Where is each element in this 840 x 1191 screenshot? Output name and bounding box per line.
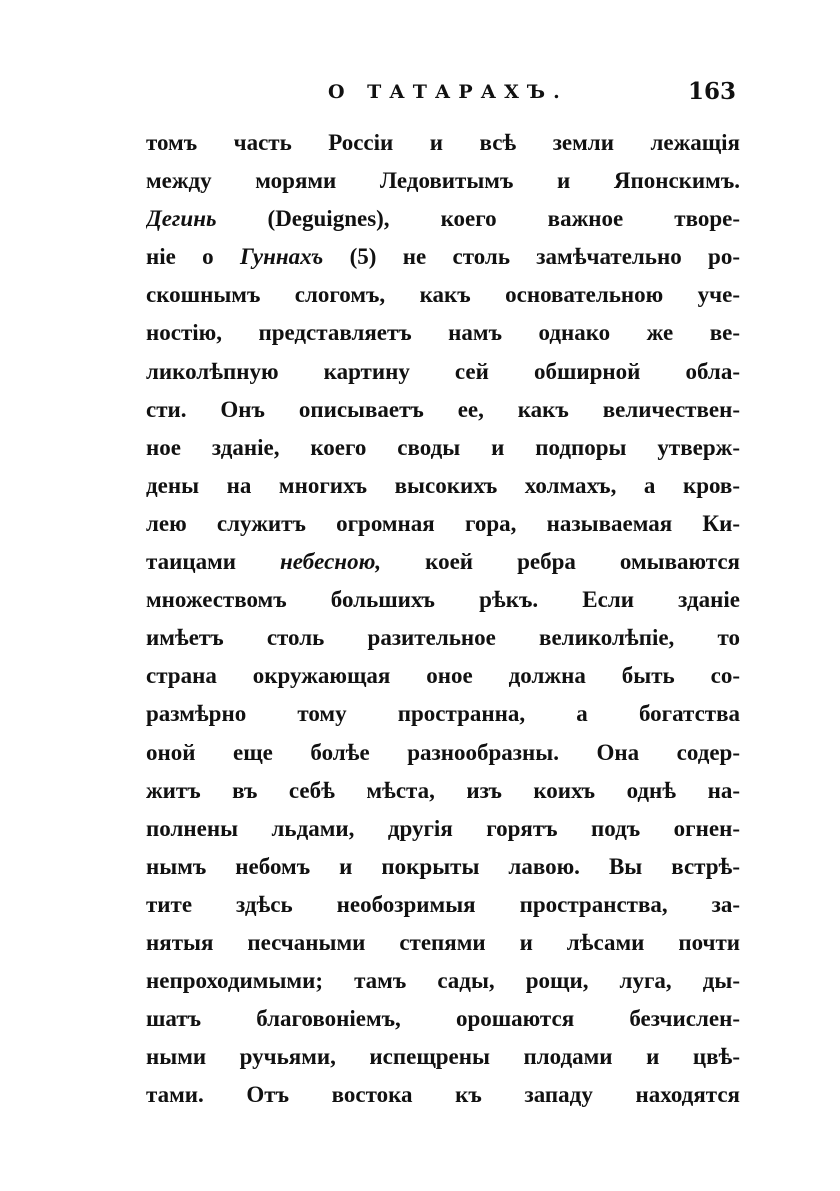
text-run: нымъ небомъ и покрыты лавою. Вы встрѣ- <box>146 853 740 879</box>
text-line <box>146 124 740 162</box>
text-line <box>146 391 740 429</box>
text-run: оной еще болѣе разнообразны. Она содер- <box>146 739 740 765</box>
text-run: томъ часть Россіи и всѣ земли лежащія <box>146 130 740 155</box>
text-line <box>146 1038 740 1076</box>
italic-text-run: Гуннахъ <box>240 244 324 270</box>
text-line <box>146 314 740 352</box>
text-run: лею служитъ огромная гора, называемая Ки- <box>146 510 740 536</box>
text-run: скошнымъ слогомъ, какъ основательною уче- <box>146 282 740 308</box>
text-line <box>146 200 740 238</box>
text-line <box>146 734 740 772</box>
text-line <box>146 848 740 886</box>
text-run: размѣрно тому пространна, а богатства <box>146 701 740 727</box>
text-run: шатъ благовоніемъ, орошаются безчислен- <box>146 1006 740 1032</box>
text-line <box>146 353 740 391</box>
text-run: множествомъ большихъ рѣкъ. Если зданіе <box>146 587 740 613</box>
text-run: нятыя песчаными степями и лѣсами почти <box>146 929 740 955</box>
text-line <box>146 276 740 314</box>
text-run: житъ въ себѣ мѣста, изъ коихъ однѣ на- <box>146 777 740 803</box>
text-run: ностію, представляетъ намъ однако же ве- <box>146 320 740 346</box>
text-line <box>146 962 740 1000</box>
text-run: ное зданіе, коего своды и подпоры утверж- <box>146 434 740 460</box>
text-line <box>146 924 740 962</box>
text-run: ніе о <box>146 244 241 270</box>
text-run: коей ребра омываются <box>381 549 740 575</box>
text-line <box>146 543 740 581</box>
text-run: тами. Отъ востока къ западу находятся <box>146 1082 740 1108</box>
text-line <box>146 1000 740 1038</box>
text-line <box>146 429 740 467</box>
italic-text-run: Дегинь <box>146 206 217 232</box>
text-line <box>146 581 740 619</box>
text-run: между морями Ледовитымъ и Японскимъ. <box>146 168 740 194</box>
running-head <box>150 74 740 110</box>
text-line <box>146 772 740 810</box>
text-run: дены на многихъ высокихъ холмахъ, а кров- <box>146 472 740 498</box>
text-run: непроходимыми; тамъ сады, рощи, луга, ды- <box>146 968 740 994</box>
text-run: ными ручьями, испещрены плодами и цвѣ- <box>146 1044 740 1070</box>
text-run: (Deguignes), коего важное творе- <box>216 206 740 232</box>
text-line <box>146 1076 740 1114</box>
text-run: имѣетъ столь разительное великолѣпіе, то <box>146 625 740 651</box>
text-line <box>146 162 740 200</box>
text-line <box>146 238 740 276</box>
text-run: ликолѣпную картину сей обширной обла- <box>146 358 740 384</box>
text-line <box>146 467 740 505</box>
italic-text-run: небесною, <box>280 549 382 575</box>
text-line <box>146 619 740 657</box>
running-title: О ТАТАРАХЪ. <box>328 81 568 103</box>
text-run: тите здѣсь необозримыя пространства, за- <box>146 891 740 917</box>
text-line <box>146 657 740 695</box>
page-number: 163 <box>687 78 736 105</box>
text-run: таицами <box>146 549 281 575</box>
text-run: сти. Онъ описываетъ ее, какъ величествен- <box>146 396 740 422</box>
text-line <box>146 810 740 848</box>
text-run: полнены льдами, другія горятъ подъ огнен- <box>146 815 740 841</box>
text-line <box>146 505 740 543</box>
text-line <box>146 886 740 924</box>
text-line <box>146 695 740 733</box>
text-run: (5) не столь замѣчательно ро- <box>323 244 740 270</box>
body-text <box>146 124 740 1114</box>
text-run: страна окружающая оное должна быть со- <box>146 663 740 689</box>
